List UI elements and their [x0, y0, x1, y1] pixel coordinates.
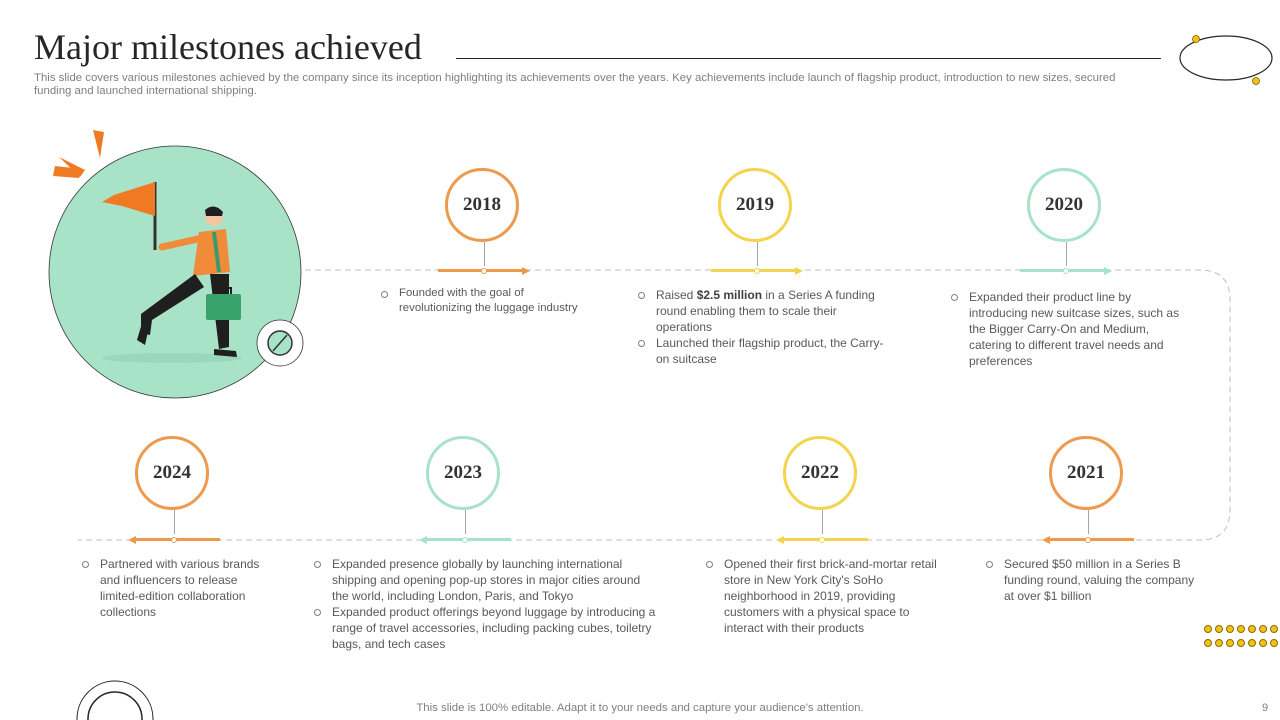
- arrow-right-icon: [1104, 267, 1112, 275]
- year-circle-2018: 2018: [445, 168, 519, 242]
- arrow-left-icon: [1042, 536, 1050, 544]
- list-item: Opened their first brick-and-mortar retail store in New York City's SoHo neighborhood in 2019, providing customers with a physical space to interact with their products: [705, 556, 945, 636]
- milestone-2019-points: [637, 287, 887, 367]
- year-circle-2022: 2022: [783, 436, 857, 510]
- page-title: Major milestones achieved: [34, 27, 422, 67]
- timeline-arrow: [1020, 269, 1104, 272]
- year-circle-2021: 2021: [1049, 436, 1123, 510]
- year-circle-2023: 2023: [426, 436, 500, 510]
- year-circle-2024: 2024: [135, 436, 209, 510]
- list-item: Secured $50 million in a Series B funding round, valuing the company at over $1 billion: [985, 556, 1200, 604]
- arrow-right-icon: [522, 267, 530, 275]
- list-item: Expanded their product line by introducing new suitcase sizes, such as the Bigger Carry-On and Medium, catering to different travel needs and preferences: [950, 289, 1180, 369]
- slide-subtitle: This slide covers various milestones achieved by the company since its inception highlighting its achievements over the years. Key achievements include launch of flagship product, introduction to new sizes, secured funding and launched international shipping.: [34, 72, 1116, 97]
- dot-grid-decoration: [1204, 625, 1280, 647]
- milestone-2024-points: [81, 556, 271, 620]
- timeline-arrow: [438, 269, 522, 272]
- list-item: Partnered with various brands and influencers to release limited-edition collaboration collections: [81, 556, 271, 620]
- milestone-2021-points: [985, 556, 1200, 604]
- arrow-left-icon: [419, 536, 427, 544]
- timeline-arrow: [136, 538, 220, 541]
- timeline-arrow: [1050, 538, 1134, 541]
- concentric-circles-decoration: [76, 680, 156, 720]
- page-number: 9: [1262, 702, 1269, 714]
- milestone-2020-points: [950, 289, 1180, 369]
- year-circle-2020: 2020: [1027, 168, 1101, 242]
- arrow-right-icon: [795, 267, 803, 275]
- timeline-arrow: [711, 269, 795, 272]
- list-item: Founded with the goal of revolutionizing the luggage industry: [380, 286, 595, 315]
- year-circle-2019: 2019: [718, 168, 792, 242]
- slide-footer: This slide is 100% editable. Adapt it to your needs and capture your audience's attention.: [416, 702, 864, 714]
- milestone-2023-points: [313, 556, 658, 652]
- timeline-arrow: [427, 538, 511, 541]
- arrow-left-icon: [776, 536, 784, 544]
- list-item: Expanded product offerings beyond luggage by introducing a range of travel accessories, including packing cubes, toiletry bags, and tech cases: [313, 604, 658, 652]
- timeline-arrow: [784, 538, 868, 541]
- milestone-2022-points: [705, 556, 945, 636]
- list-item: Raised $2.5 million in a Series A funding round enabling them to scale their operations: [637, 287, 887, 335]
- arrow-left-icon: [128, 536, 136, 544]
- milestone-2018-points: [380, 286, 595, 315]
- list-item: Expanded presence globally by launching international shipping and opening pop-up stores in major cities around the world, including London, Paris, and Tokyo: [313, 556, 658, 604]
- list-item: Launched their flagship product, the Carry-on suitcase: [637, 335, 887, 367]
